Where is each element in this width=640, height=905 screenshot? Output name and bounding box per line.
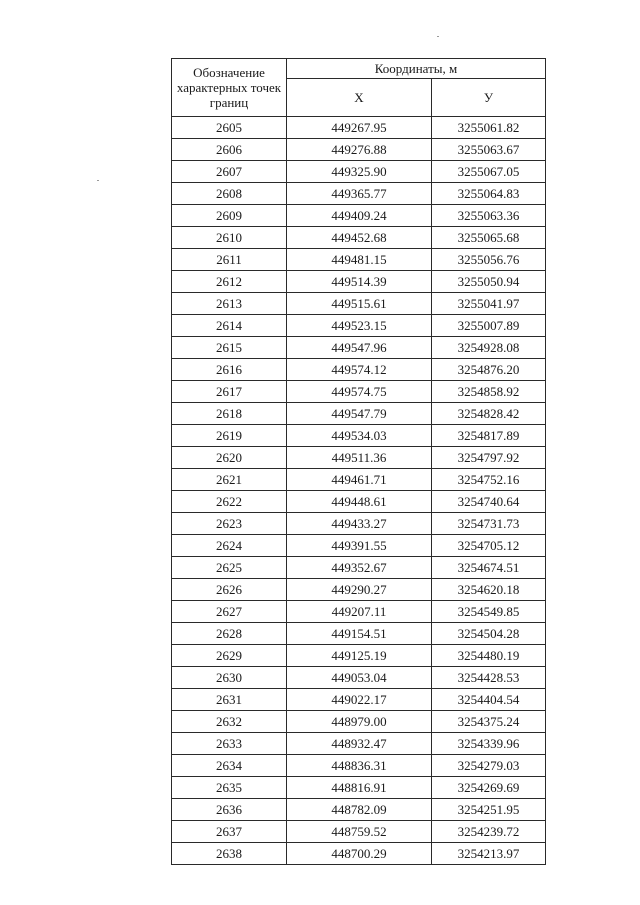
x-coordinate-cell: 449534.03	[287, 425, 432, 447]
table-row	[172, 227, 546, 249]
y-coordinate-cell: 3254705.12	[432, 535, 546, 557]
table-row	[172, 535, 546, 557]
y-coordinate-cell: 3254480.19	[432, 645, 546, 667]
x-coordinate-cell: 449523.15	[287, 315, 432, 337]
point-number-cell: 2612	[172, 271, 287, 293]
y-coordinate-cell: 3254740.64	[432, 491, 546, 513]
point-number-cell: 2635	[172, 777, 287, 799]
point-number-cell: 2613	[172, 293, 287, 315]
x-coordinate-cell: 449574.75	[287, 381, 432, 403]
point-number-cell: 2619	[172, 425, 287, 447]
y-coordinate-cell: 3254375.24	[432, 711, 546, 733]
x-coordinate-cell: 449267.95	[287, 117, 432, 139]
table-row	[172, 469, 546, 491]
coordinates-header: Координаты, м	[287, 59, 546, 79]
y-coordinate-cell: 3254213.97	[432, 843, 546, 865]
point-number-cell: 2610	[172, 227, 287, 249]
table-row	[172, 557, 546, 579]
x-coordinate-cell: 449365.77	[287, 183, 432, 205]
x-coordinate-cell: 449325.90	[287, 161, 432, 183]
table-row	[172, 359, 546, 381]
y-coordinate-cell: 3255050.94	[432, 271, 546, 293]
x-coordinate-cell: 449409.24	[287, 205, 432, 227]
y-coordinate-cell: 3254404.54	[432, 689, 546, 711]
point-number-cell: 2605	[172, 117, 287, 139]
point-number-cell: 2620	[172, 447, 287, 469]
table-row	[172, 425, 546, 447]
table-header	[172, 59, 546, 117]
x-coordinate-cell: 449053.04	[287, 667, 432, 689]
y-coordinate-cell: 3254239.72	[432, 821, 546, 843]
x-coordinate-cell: 449452.68	[287, 227, 432, 249]
x-coordinate-cell: 449511.36	[287, 447, 432, 469]
table-row	[172, 513, 546, 535]
x-coordinate-cell: 449481.15	[287, 249, 432, 271]
table-row	[172, 777, 546, 799]
y-coordinate-cell: 3254251.95	[432, 799, 546, 821]
y-coordinate-cell: 3255063.67	[432, 139, 546, 161]
table-row	[172, 711, 546, 733]
designation-header: Обозначение характерных точек границ	[172, 59, 287, 117]
point-number-cell: 2614	[172, 315, 287, 337]
y-coordinate-cell: 3254504.28	[432, 623, 546, 645]
table-row	[172, 799, 546, 821]
table-row	[172, 249, 546, 271]
table-row	[172, 821, 546, 843]
x-coordinate-cell: 449547.96	[287, 337, 432, 359]
point-number-cell: 2625	[172, 557, 287, 579]
table-row	[172, 183, 546, 205]
x-coordinate-cell: 449154.51	[287, 623, 432, 645]
x-column-header: X	[287, 79, 432, 117]
point-number-cell: 2608	[172, 183, 287, 205]
point-number-cell: 2616	[172, 359, 287, 381]
y-coordinate-cell: 3255063.36	[432, 205, 546, 227]
y-coordinate-cell: 3255065.68	[432, 227, 546, 249]
y-coordinate-cell: 3255041.97	[432, 293, 546, 315]
x-coordinate-cell: 449547.79	[287, 403, 432, 425]
x-coordinate-cell: 449574.12	[287, 359, 432, 381]
table-row	[172, 161, 546, 183]
point-number-cell: 2621	[172, 469, 287, 491]
table-row	[172, 381, 546, 403]
y-coordinate-cell: 3254339.96	[432, 733, 546, 755]
x-coordinate-cell: 449514.39	[287, 271, 432, 293]
y-coordinate-cell: 3255056.76	[432, 249, 546, 271]
y-coordinate-cell: 3254828.42	[432, 403, 546, 425]
y-coordinate-cell: 3254731.73	[432, 513, 546, 535]
x-coordinate-cell: 449448.61	[287, 491, 432, 513]
table-row	[172, 205, 546, 227]
point-number-cell: 2636	[172, 799, 287, 821]
y-coordinate-cell: 3254858.92	[432, 381, 546, 403]
boundary-points-table	[171, 58, 546, 865]
x-coordinate-cell: 449276.88	[287, 139, 432, 161]
point-number-cell: 2629	[172, 645, 287, 667]
table-row	[172, 271, 546, 293]
x-coordinate-cell: 448932.47	[287, 733, 432, 755]
scan-speck	[437, 36, 439, 37]
table-row	[172, 645, 546, 667]
y-coordinate-cell: 3255064.83	[432, 183, 546, 205]
x-coordinate-cell: 449125.19	[287, 645, 432, 667]
table-row	[172, 491, 546, 513]
x-coordinate-cell: 448759.52	[287, 821, 432, 843]
point-number-cell: 2622	[172, 491, 287, 513]
point-number-cell: 2609	[172, 205, 287, 227]
point-number-cell: 2611	[172, 249, 287, 271]
table-row	[172, 139, 546, 161]
x-coordinate-cell: 448700.29	[287, 843, 432, 865]
x-coordinate-cell: 449391.55	[287, 535, 432, 557]
y-coordinate-cell: 3254674.51	[432, 557, 546, 579]
point-number-cell: 2617	[172, 381, 287, 403]
y-coordinate-cell: 3254797.92	[432, 447, 546, 469]
x-coordinate-cell: 449207.11	[287, 601, 432, 623]
point-number-cell: 2633	[172, 733, 287, 755]
table-row	[172, 689, 546, 711]
table-row	[172, 601, 546, 623]
y-column-header: У	[432, 79, 546, 117]
table-row	[172, 667, 546, 689]
table-row	[172, 843, 546, 865]
point-number-cell: 2638	[172, 843, 287, 865]
point-number-cell: 2631	[172, 689, 287, 711]
y-coordinate-cell: 3254279.03	[432, 755, 546, 777]
table-row	[172, 755, 546, 777]
x-coordinate-cell: 448979.00	[287, 711, 432, 733]
point-number-cell: 2624	[172, 535, 287, 557]
x-coordinate-cell: 449352.67	[287, 557, 432, 579]
point-number-cell: 2607	[172, 161, 287, 183]
table-row	[172, 579, 546, 601]
point-number-cell: 2632	[172, 711, 287, 733]
scan-speck	[97, 180, 99, 181]
y-coordinate-cell: 3254549.85	[432, 601, 546, 623]
point-number-cell: 2634	[172, 755, 287, 777]
table-row	[172, 117, 546, 139]
point-number-cell: 2618	[172, 403, 287, 425]
y-coordinate-cell: 3255067.05	[432, 161, 546, 183]
x-coordinate-cell: 449290.27	[287, 579, 432, 601]
table-row	[172, 315, 546, 337]
point-number-cell: 2630	[172, 667, 287, 689]
table-body	[172, 117, 546, 865]
y-coordinate-cell: 3254928.08	[432, 337, 546, 359]
y-coordinate-cell: 3254620.18	[432, 579, 546, 601]
x-coordinate-cell: 448836.31	[287, 755, 432, 777]
table-row	[172, 623, 546, 645]
point-number-cell: 2626	[172, 579, 287, 601]
y-coordinate-cell: 3254269.69	[432, 777, 546, 799]
point-number-cell: 2623	[172, 513, 287, 535]
table-row	[172, 447, 546, 469]
x-coordinate-cell: 448816.91	[287, 777, 432, 799]
point-number-cell: 2615	[172, 337, 287, 359]
y-coordinate-cell: 3255007.89	[432, 315, 546, 337]
point-number-cell: 2627	[172, 601, 287, 623]
table-row	[172, 733, 546, 755]
x-coordinate-cell: 449433.27	[287, 513, 432, 535]
table-row	[172, 293, 546, 315]
y-coordinate-cell: 3255061.82	[432, 117, 546, 139]
point-number-cell: 2628	[172, 623, 287, 645]
y-coordinate-cell: 3254428.53	[432, 667, 546, 689]
y-coordinate-cell: 3254817.89	[432, 425, 546, 447]
x-coordinate-cell: 449461.71	[287, 469, 432, 491]
table-row	[172, 403, 546, 425]
x-coordinate-cell: 449022.17	[287, 689, 432, 711]
y-coordinate-cell: 3254752.16	[432, 469, 546, 491]
y-coordinate-cell: 3254876.20	[432, 359, 546, 381]
point-number-cell: 2606	[172, 139, 287, 161]
x-coordinate-cell: 449515.61	[287, 293, 432, 315]
table-row	[172, 337, 546, 359]
point-number-cell: 2637	[172, 821, 287, 843]
x-coordinate-cell: 448782.09	[287, 799, 432, 821]
